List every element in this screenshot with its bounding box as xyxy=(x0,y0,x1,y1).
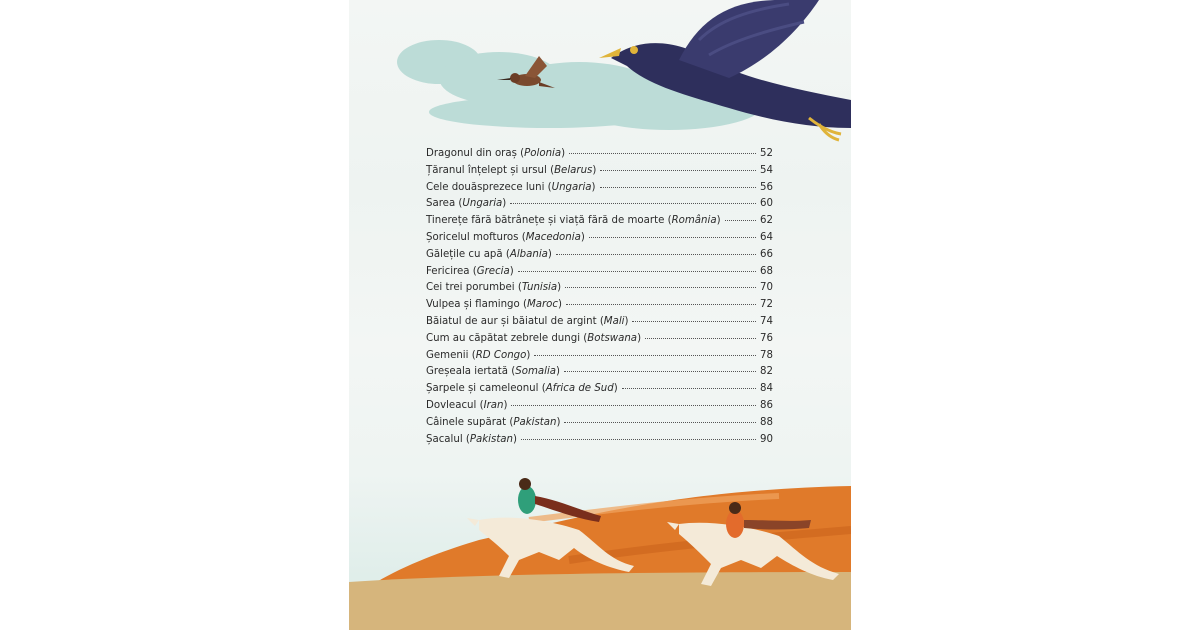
leader-dots xyxy=(510,203,756,204)
toc-title: Greșeala iertată (Somalia) xyxy=(426,366,561,378)
page-number: 56 xyxy=(760,181,773,193)
toc-title: Șacalul (Pakistan) xyxy=(426,433,517,445)
toc-entry[interactable] xyxy=(426,198,773,215)
toc-entry[interactable] xyxy=(426,366,773,383)
leader-dots xyxy=(725,220,756,221)
page-number: 78 xyxy=(760,349,773,361)
leader-dots xyxy=(622,388,756,389)
toc-entry[interactable] xyxy=(426,333,773,350)
toc-title: Dragonul din oraș (Polonia) xyxy=(426,148,566,159)
page-number: 88 xyxy=(760,416,773,428)
toc-title: Tinerețe fără bătrânețe și viață fără de moarte (România) xyxy=(426,215,721,227)
page-number: 72 xyxy=(760,299,773,311)
leader-dots xyxy=(521,439,756,440)
page-number: 68 xyxy=(760,265,773,277)
leader-dots xyxy=(589,237,756,238)
toc-entry[interactable] xyxy=(426,249,773,266)
toc-title: Gemenii (RD Congo) xyxy=(426,349,531,361)
toc-entry[interactable] xyxy=(426,165,773,182)
toc-entry[interactable] xyxy=(426,350,773,367)
toc-title: Șoricelul mofturos (Macedonia) xyxy=(426,231,585,243)
leader-dots xyxy=(632,321,756,322)
page-number: 76 xyxy=(760,332,773,344)
toc-entry[interactable] xyxy=(426,215,773,232)
page-number: 70 xyxy=(760,282,773,294)
toc-title: Câinele supărat (Pakistan) xyxy=(426,416,561,428)
toc-entry[interactable] xyxy=(426,182,773,199)
leader-dots xyxy=(511,405,756,406)
toc-title: Sarea (Ungaria) xyxy=(426,198,507,210)
leader-dots xyxy=(645,338,756,339)
leader-dots xyxy=(600,170,756,171)
toc-entry[interactable] xyxy=(426,400,773,417)
toc-entry[interactable] xyxy=(426,383,773,400)
toc-entry[interactable] xyxy=(426,232,773,249)
toc-title: Gălețile cu apă (Albania) xyxy=(426,248,552,260)
toc-entry[interactable] xyxy=(426,282,773,299)
leader-dots xyxy=(518,271,756,272)
leader-dots xyxy=(556,254,756,255)
toc-entry[interactable] xyxy=(426,266,773,283)
toc-entry[interactable] xyxy=(426,316,773,333)
page-number: 74 xyxy=(760,315,773,327)
leader-dots xyxy=(600,187,756,188)
page-number: 84 xyxy=(760,383,773,395)
toc-title: Cele douăsprezece luni (Ungaria) xyxy=(426,181,596,193)
page-number: 54 xyxy=(760,164,773,176)
toc-entry[interactable] xyxy=(426,417,773,434)
page-number: 82 xyxy=(760,366,773,378)
page-number: 62 xyxy=(760,215,773,227)
toc-title: Țăranul înțelept și ursul (Belarus) xyxy=(426,164,597,176)
table-of-contents xyxy=(426,148,773,450)
leader-dots xyxy=(565,287,756,288)
toc-title: Dovleacul (Iran) xyxy=(426,399,508,411)
toc-entry[interactable] xyxy=(426,299,773,316)
toc-title: Vulpea și flamingo (Maroc) xyxy=(426,299,562,311)
toc-entry[interactable] xyxy=(426,148,773,165)
page-number: 86 xyxy=(760,399,773,411)
page-number: 64 xyxy=(760,231,773,243)
toc-title: Cei trei porumbei (Tunisia) xyxy=(426,282,562,294)
page-number: 66 xyxy=(760,248,773,260)
leader-dots xyxy=(569,153,756,154)
toc-title: Șarpele și cameleonul (Africa de Sud) xyxy=(426,383,618,395)
toc-entry[interactable] xyxy=(426,434,773,451)
leader-dots xyxy=(566,304,756,305)
leader-dots xyxy=(564,371,756,372)
toc-title: Fericirea (Grecia) xyxy=(426,265,514,277)
page-number: 90 xyxy=(760,433,773,445)
page-number: 60 xyxy=(760,198,773,210)
toc-title: Cum au căpătat zebrele dungi (Botswana) xyxy=(426,332,642,344)
leader-dots xyxy=(564,422,756,423)
page-number: 52 xyxy=(760,148,773,159)
leader-dots xyxy=(534,355,756,356)
toc-title: Băiatul de aur și băiatul de argint (Mali) xyxy=(426,315,629,327)
